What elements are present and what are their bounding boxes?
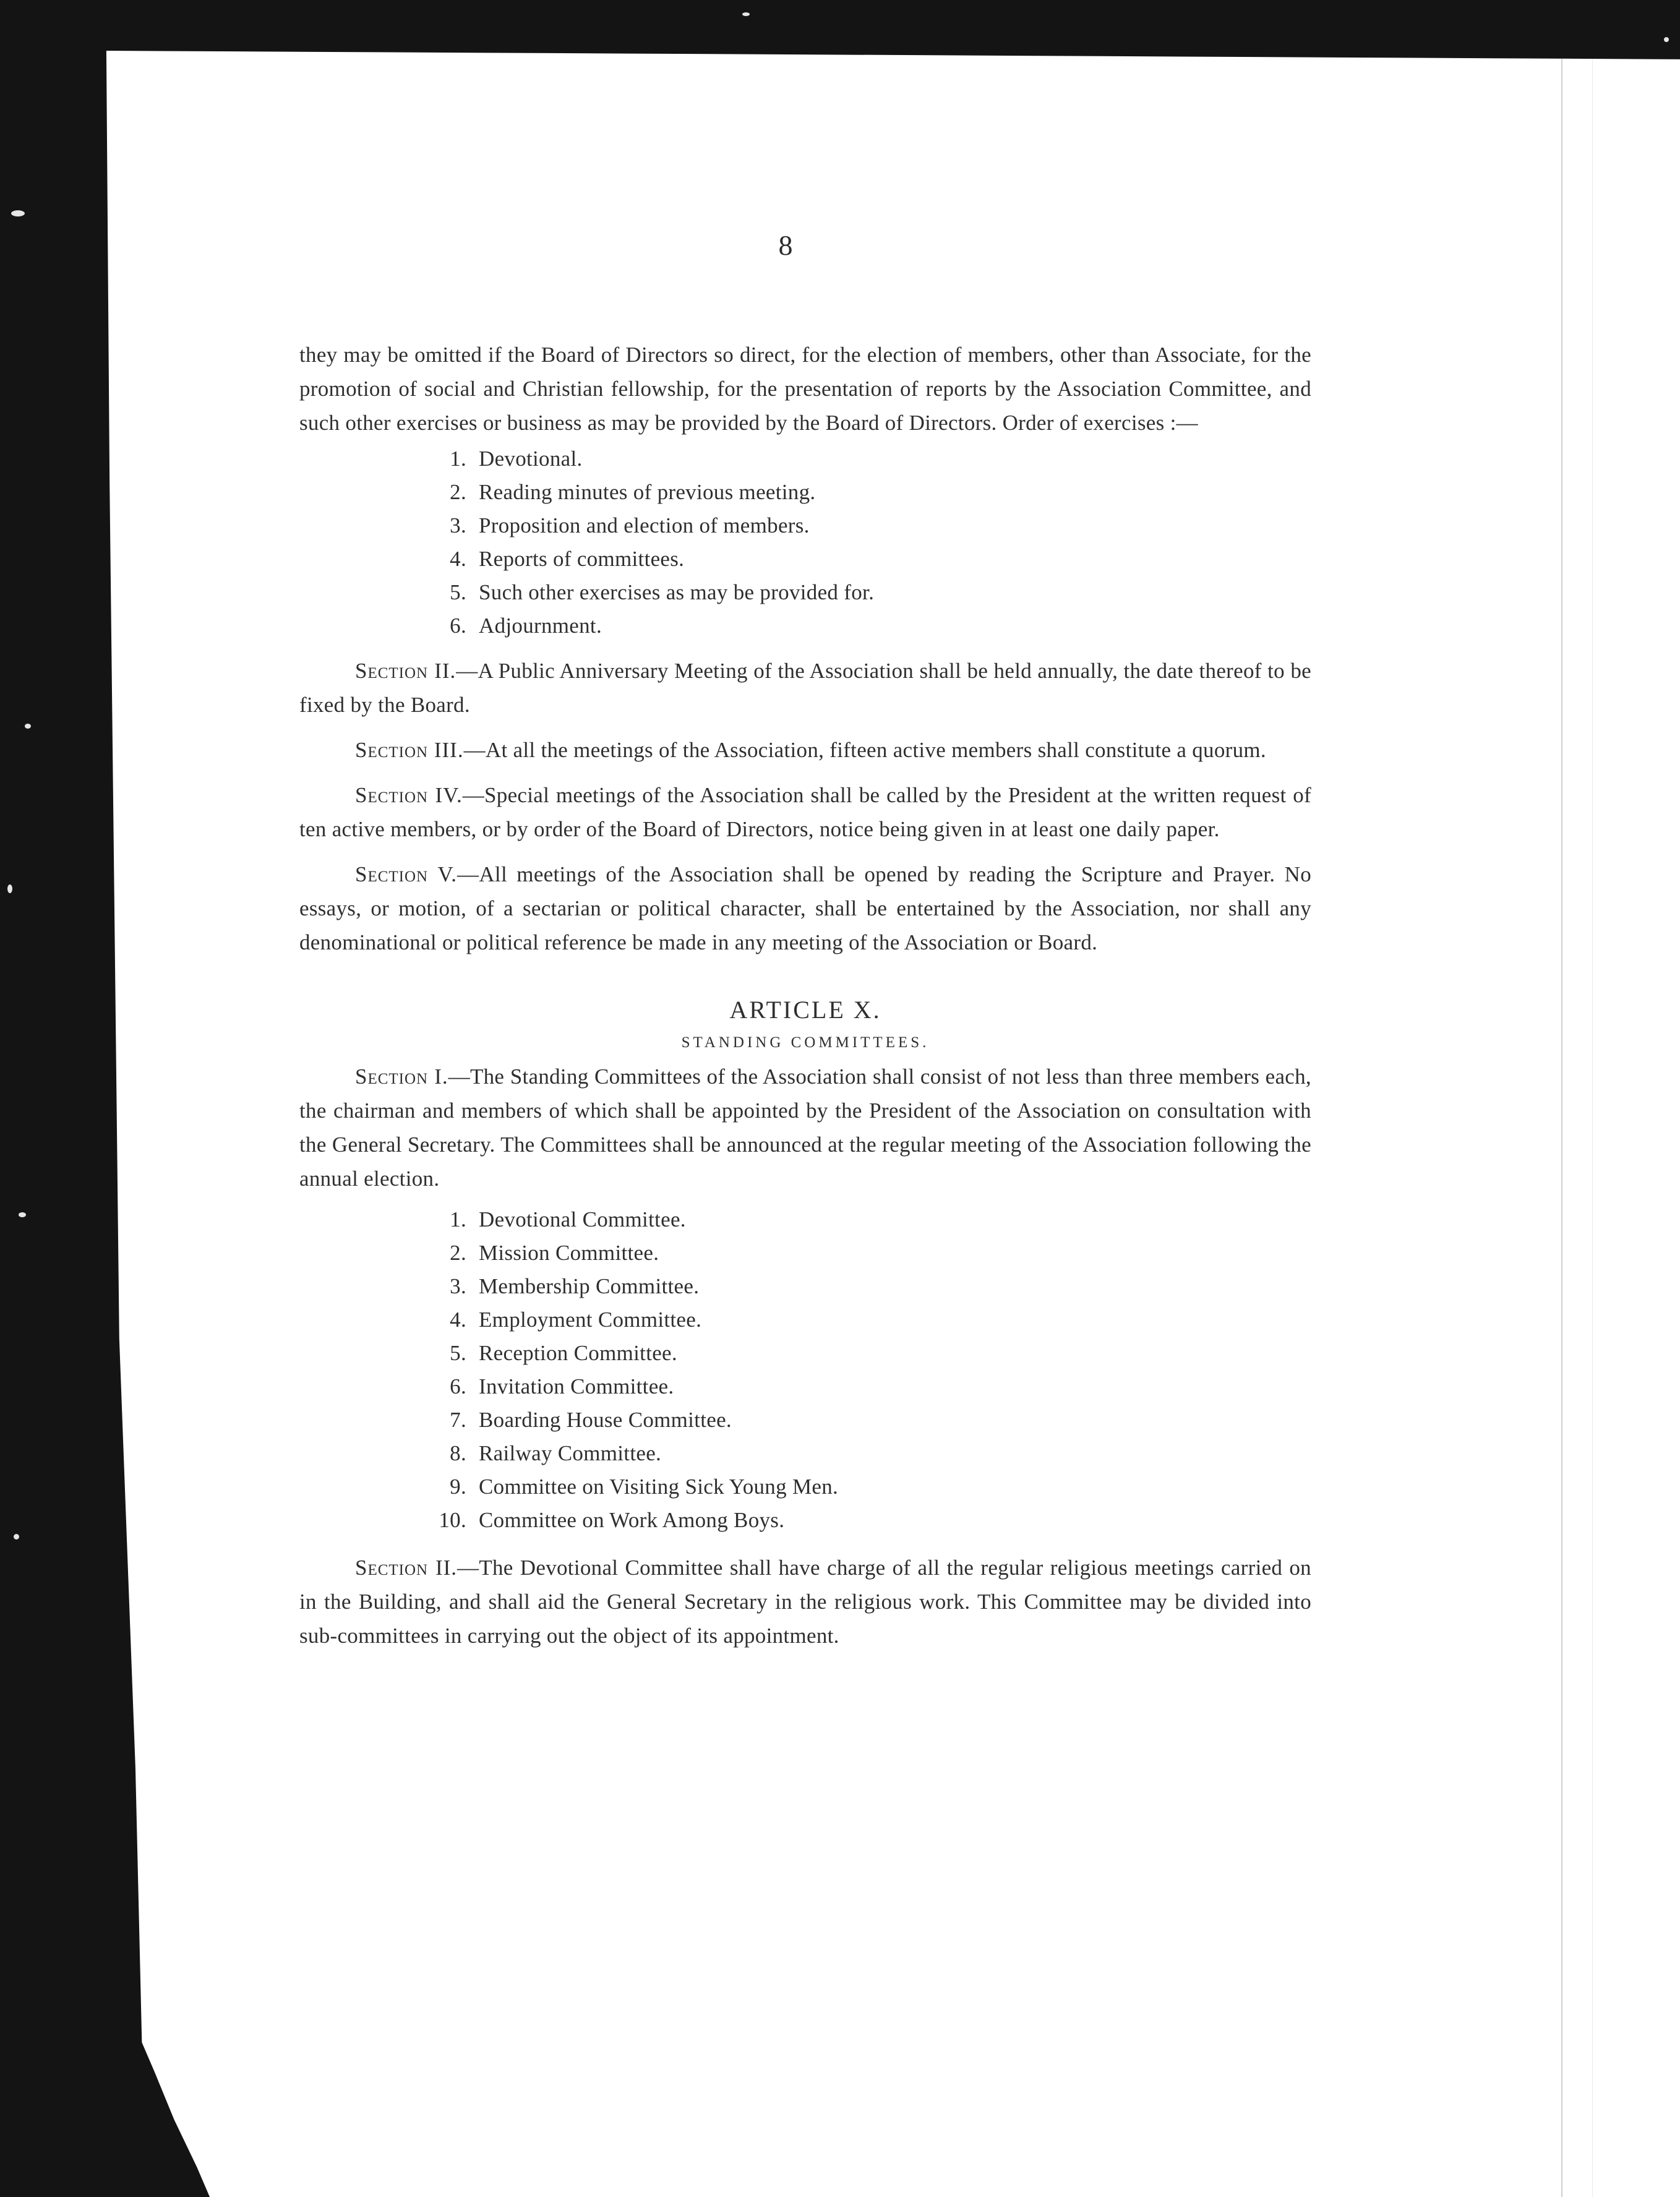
section-paragraph xyxy=(299,857,1311,959)
scan-speck xyxy=(742,12,750,16)
list-item xyxy=(429,442,1311,476)
item-text: Adjournment. xyxy=(479,614,602,638)
item-number: 4. xyxy=(450,547,466,571)
section-text: —All meetings of the Association shall be opened by reading the Scripture and Prayer. No essays, or motion, of a sectarian or political character, shall be entertained by the Association, nor shall any denominational or political reference be made in any meeting of the Association or Board. xyxy=(299,862,1311,954)
item-text: Mission Committee. xyxy=(479,1241,659,1265)
section-paragraph xyxy=(299,654,1311,722)
item-text: Devotional. xyxy=(479,447,583,471)
item-number: 3. xyxy=(450,513,466,537)
section-text: —The Devotional Committee shall have charge of all the regular religious meetings carried on in the Building, and shall aid the General Secretary in the religious work. This Committee may be divided into sub-committees in carrying out the object of its appointment. xyxy=(299,1556,1311,1648)
section-label: Section IV. xyxy=(355,783,463,807)
scan-speck xyxy=(7,884,12,893)
item-number: 7. xyxy=(450,1408,466,1432)
section-text: —A Public Anniversary Meeting of the Association shall be held annually, the date thereof to be fixed by the Board. xyxy=(299,659,1311,717)
item-number: 9. xyxy=(450,1475,466,1499)
section-label: Section II. xyxy=(355,659,456,683)
item-number: 4. xyxy=(450,1308,466,1332)
list-item xyxy=(429,1403,1311,1437)
item-number: 3. xyxy=(450,1274,466,1298)
list-item xyxy=(429,1236,1311,1270)
list-item xyxy=(429,1370,1311,1403)
section-paragraph xyxy=(299,733,1311,767)
section-paragraph xyxy=(299,1060,1311,1196)
intro-paragraph: they may be omitted if the Board of Directors so direct, for the election of members, other than Associate, for the promotion of social and Christian fellowship, for the presentation of reports by the Association Committee, and such other exercises or business as may be provided by the Board of Directors. Order of exercises :— xyxy=(299,343,1311,435)
list-item xyxy=(429,1270,1311,1303)
scan-speck xyxy=(11,210,25,216)
item-text: Boarding House Committee. xyxy=(479,1408,732,1432)
section-paragraph xyxy=(299,1551,1311,1653)
list-item xyxy=(429,1470,1311,1504)
section-text: —At all the meetings of the Association, fifteen active members shall constitute a quorum. xyxy=(463,738,1266,762)
section-text: —The Standing Committees of the Association shall consist of not less than three members each, the chairman and members of which shall be appointed by the President of the Association on consultation with the General Secretary. The Committees shall be announced at the regular meeting of the Association following the annual election. xyxy=(299,1064,1311,1191)
article-title: ARTICLE X. xyxy=(729,996,881,1024)
list-item xyxy=(429,476,1311,509)
list-item xyxy=(429,542,1311,576)
item-text: Committee on Work Among Boys. xyxy=(479,1508,785,1532)
list-item xyxy=(429,576,1311,609)
item-number: 2. xyxy=(450,1241,466,1265)
item-text: Devotional Committee. xyxy=(479,1207,686,1231)
item-text: Membership Committee. xyxy=(479,1274,700,1298)
item-number: 5. xyxy=(450,1341,466,1365)
item-text: Railway Committee. xyxy=(479,1441,662,1465)
item-number: 1. xyxy=(450,1207,466,1231)
order-of-exercises-list xyxy=(299,442,1311,643)
section-label: Section III. xyxy=(355,738,464,762)
page-edge-line xyxy=(1592,51,1593,2197)
section-text: —Special meetings of the Association shall be called by the President at the written request of ten active members, or by order of the Board of Directors, notice being given in at least one daily paper. xyxy=(299,783,1311,841)
item-number: 5. xyxy=(450,580,466,604)
page-body xyxy=(299,338,1311,1653)
scan-speck xyxy=(25,724,31,729)
article-subtitle: STANDING COMMITTEES. xyxy=(681,1034,930,1051)
item-number: 10. xyxy=(439,1508,466,1532)
item-text: Employment Committee. xyxy=(479,1308,702,1332)
item-text: Proposition and election of members. xyxy=(479,513,810,537)
item-text: Reports of committees. xyxy=(479,547,685,571)
item-number: 2. xyxy=(450,480,466,504)
page-number: 8 xyxy=(778,229,793,261)
scan-speck xyxy=(14,1534,19,1540)
committees-list xyxy=(299,1203,1311,1537)
list-item xyxy=(429,1437,1311,1470)
list-item xyxy=(429,1203,1311,1236)
list-item xyxy=(429,1337,1311,1370)
item-text: Committee on Visiting Sick Young Men. xyxy=(479,1475,839,1499)
list-item xyxy=(429,609,1311,643)
section-paragraph xyxy=(299,778,1311,846)
item-number: 8. xyxy=(450,1441,466,1465)
scan-speck xyxy=(1664,37,1669,42)
item-text: Reading minutes of previous meeting. xyxy=(479,480,816,504)
list-item xyxy=(429,1303,1311,1337)
list-item xyxy=(429,1504,1311,1537)
scan-speck xyxy=(19,1212,26,1217)
item-number: 1. xyxy=(450,447,466,471)
item-number: 6. xyxy=(450,614,466,638)
item-number: 6. xyxy=(450,1374,466,1398)
item-text: Invitation Committee. xyxy=(479,1374,674,1398)
section-label: Section II. xyxy=(355,1556,458,1580)
page-fold-line xyxy=(1561,51,1562,2197)
section-label: Section I. xyxy=(355,1064,448,1089)
item-text: Reception Committee. xyxy=(479,1341,677,1365)
list-item xyxy=(429,509,1311,542)
section-label: Section V. xyxy=(355,862,458,886)
item-text: Such other exercises as may be provided for. xyxy=(479,580,875,604)
